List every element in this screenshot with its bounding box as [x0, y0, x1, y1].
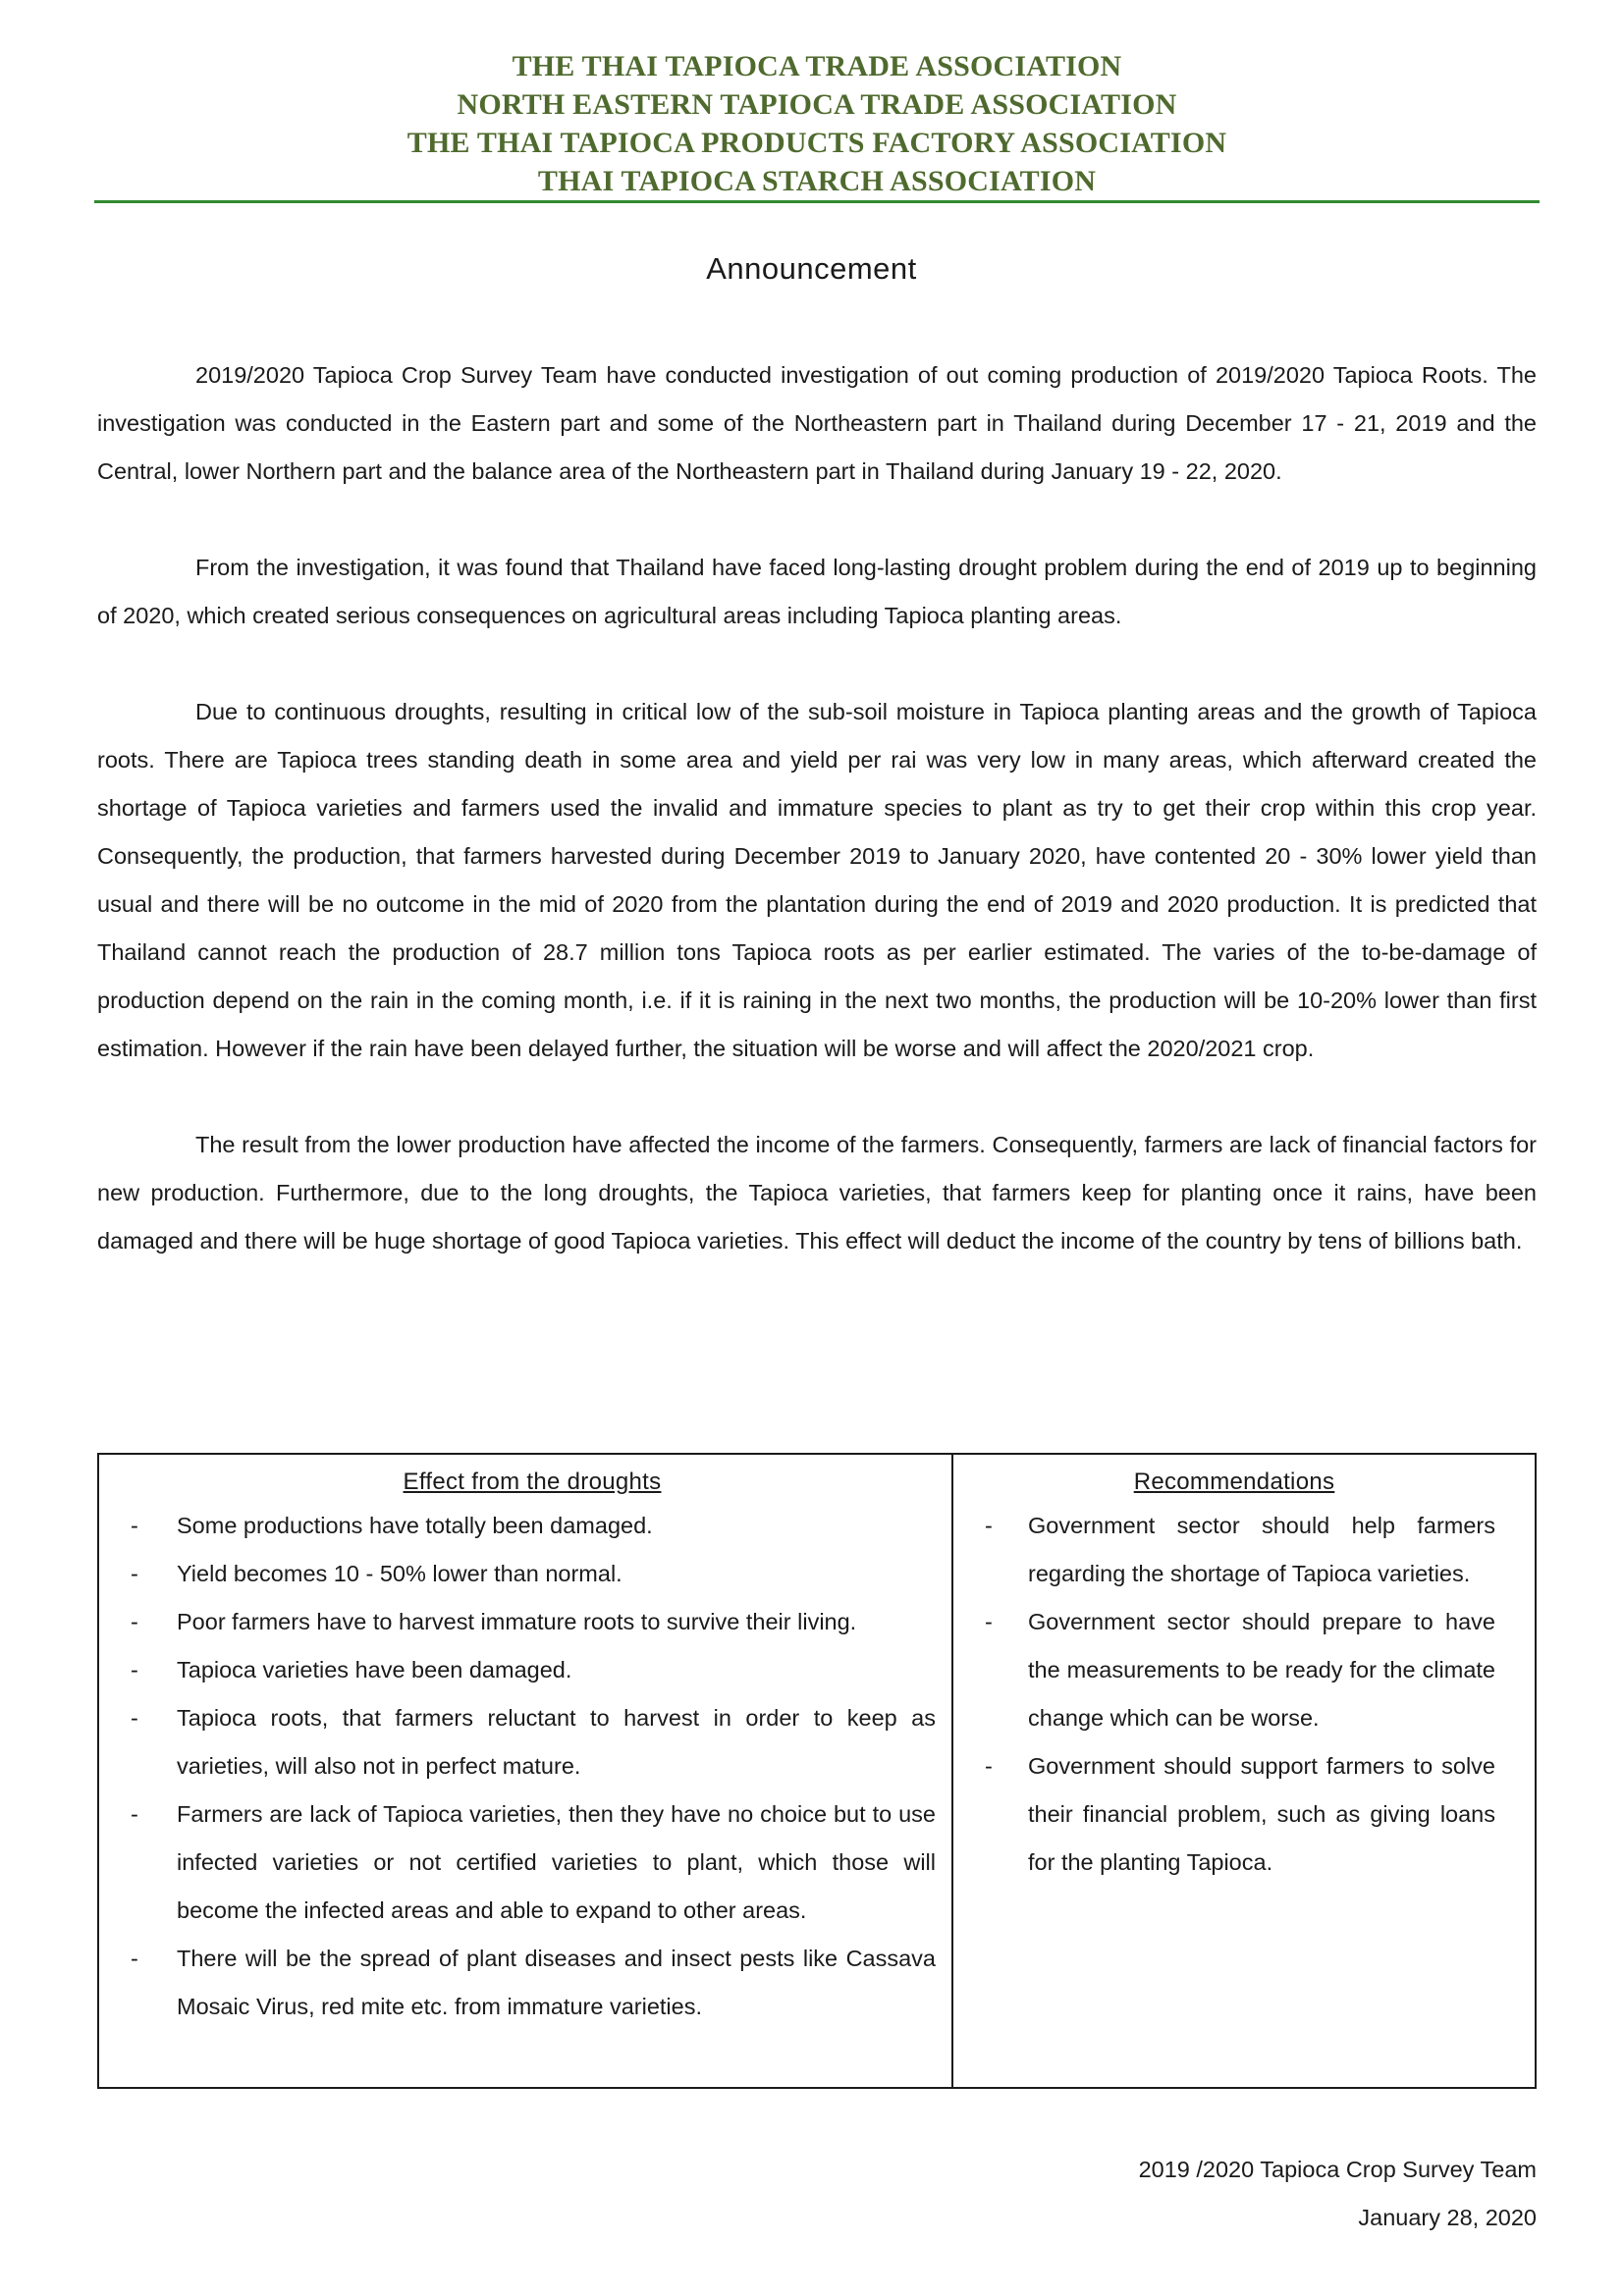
paragraph-income: The result from the lower production have affected the income of the farmers. Consequently, farmers are lack of financial factors for new production. Furthermore, due to the long droughts, the Tapioca varieties, that farmers keep for planting once it rains, have been damaged and there will be huge shortage of good Tapioca varieties. This effect will deduct the income of the country by tens of billions bath. — [97, 1132, 1537, 1254]
paragraph-investigation: From the investigation, it was found that Thailand have faced long-lasting drought problem during the end of 2019 up to beginning of 2020, which created serious consequences on agricultural areas including Tapioca planting areas. — [97, 555, 1537, 628]
paragraph-droughts: Due to continuous droughts, resulting in critical low of the sub-soil moisture in Tapioca planting areas and the growth of Tapioca roots. There are Tapioca trees standing death in some area and yield per rai was very low in many areas, which afterward created the shortage of Tapioca varieties and farmers used the invalid and immature species to plant as try to get their crop within this crop year. Consequently, the production, that farmers harvested during December 2019 to January 2020, have contented 20 - 30% lower yield than usual and there will be no outcome in the mid of 2020 from the plantation during the end of 2019 and 2020 production. It is predicted that Thailand cannot reach the production of 28.7 million tons Tapioca roots as per earlier estimated. The varies of the to-be-damage of production depend on the rain in the coming month, i.e. if it is raining in the next two months, the production will be 10-20% lower than first estimation. However if the rain have been delayed further, the situation will be worse and will affect the 2020/2021 crop. — [97, 699, 1537, 1061]
announcement-body — [97, 351, 1537, 1313]
signature-team: 2019 /2020 Tapioca Crop Survey Team — [1138, 2157, 1537, 2182]
effect-item: - Poor farmers have to harvest immature roots to survive their living. — [129, 1598, 936, 1646]
recommendations-list — [973, 1502, 1495, 1887]
effect-item: - Some productions have totally been damaged. — [129, 1502, 936, 1550]
recommendations-heading: Recommendations — [1133, 1468, 1335, 1495]
effect-item: - Tapioca varieties have been damaged. — [129, 1646, 936, 1694]
signature-block — [1139, 2146, 1537, 2242]
recommendation-item: - Government sector should help farmers regarding the shortage of Tapioca varieties. — [973, 1502, 1495, 1598]
effects-list — [129, 1502, 936, 2031]
recommendations-column — [953, 1455, 1535, 2087]
header-line-2: NORTH EASTERN TAPIOCA TRADE ASSOCIATION — [457, 88, 1177, 121]
effects-column — [99, 1455, 953, 2087]
signature-date: January 28, 2020 — [1358, 2205, 1537, 2230]
effects-recommendations-table — [97, 1453, 1537, 2089]
page-title: Announcement — [706, 251, 917, 286]
association-header — [94, 47, 1540, 200]
effects-heading: Effect from the droughts — [403, 1468, 662, 1495]
effect-item: - Farmers are lack of Tapioca varieties, then they have no choice but to use infected varieties or not certified varieties to plant, which those will become the infected areas and able to expand to other areas. — [129, 1790, 936, 1935]
effect-item: - There will be the spread of plant diseases and insect pests like Cassava Mosaic Virus, red mite etc. from immature varieties. — [129, 1935, 936, 2031]
header-line-3: THE THAI TAPIOCA PRODUCTS FACTORY ASSOCIATION — [406, 127, 1227, 159]
effect-item: - Tapioca roots, that farmers reluctant to harvest in order to keep as varieties, will also not in perfect mature. — [129, 1694, 936, 1790]
effect-item: - Yield becomes 10 - 50% lower than normal. — [129, 1550, 936, 1598]
recommendation-item: - Government should support farmers to solve their financial problem, such as giving loans for the planting Tapioca. — [973, 1742, 1495, 1887]
paragraph-survey: 2019/2020 Tapioca Crop Survey Team have conducted investigation of out coming production of 2019/2020 Tapioca Roots. The investigation was conducted in the Eastern part and some of the Northeastern part in Thailand during December 17 - 21, 2019 and the Central, lower Northern part and the balance area of the Northeastern part in Thailand during January 19 - 22, 2020. — [97, 362, 1537, 484]
header-line-1: THE THAI TAPIOCA TRADE ASSOCIATION — [512, 50, 1122, 82]
recommendation-item: - Government sector should prepare to have the measurements to be ready for the climate change which can be worse. — [973, 1598, 1495, 1742]
header-divider — [94, 200, 1540, 203]
header-line-4: THAI TAPIOCA STARCH ASSOCIATION — [537, 165, 1097, 197]
